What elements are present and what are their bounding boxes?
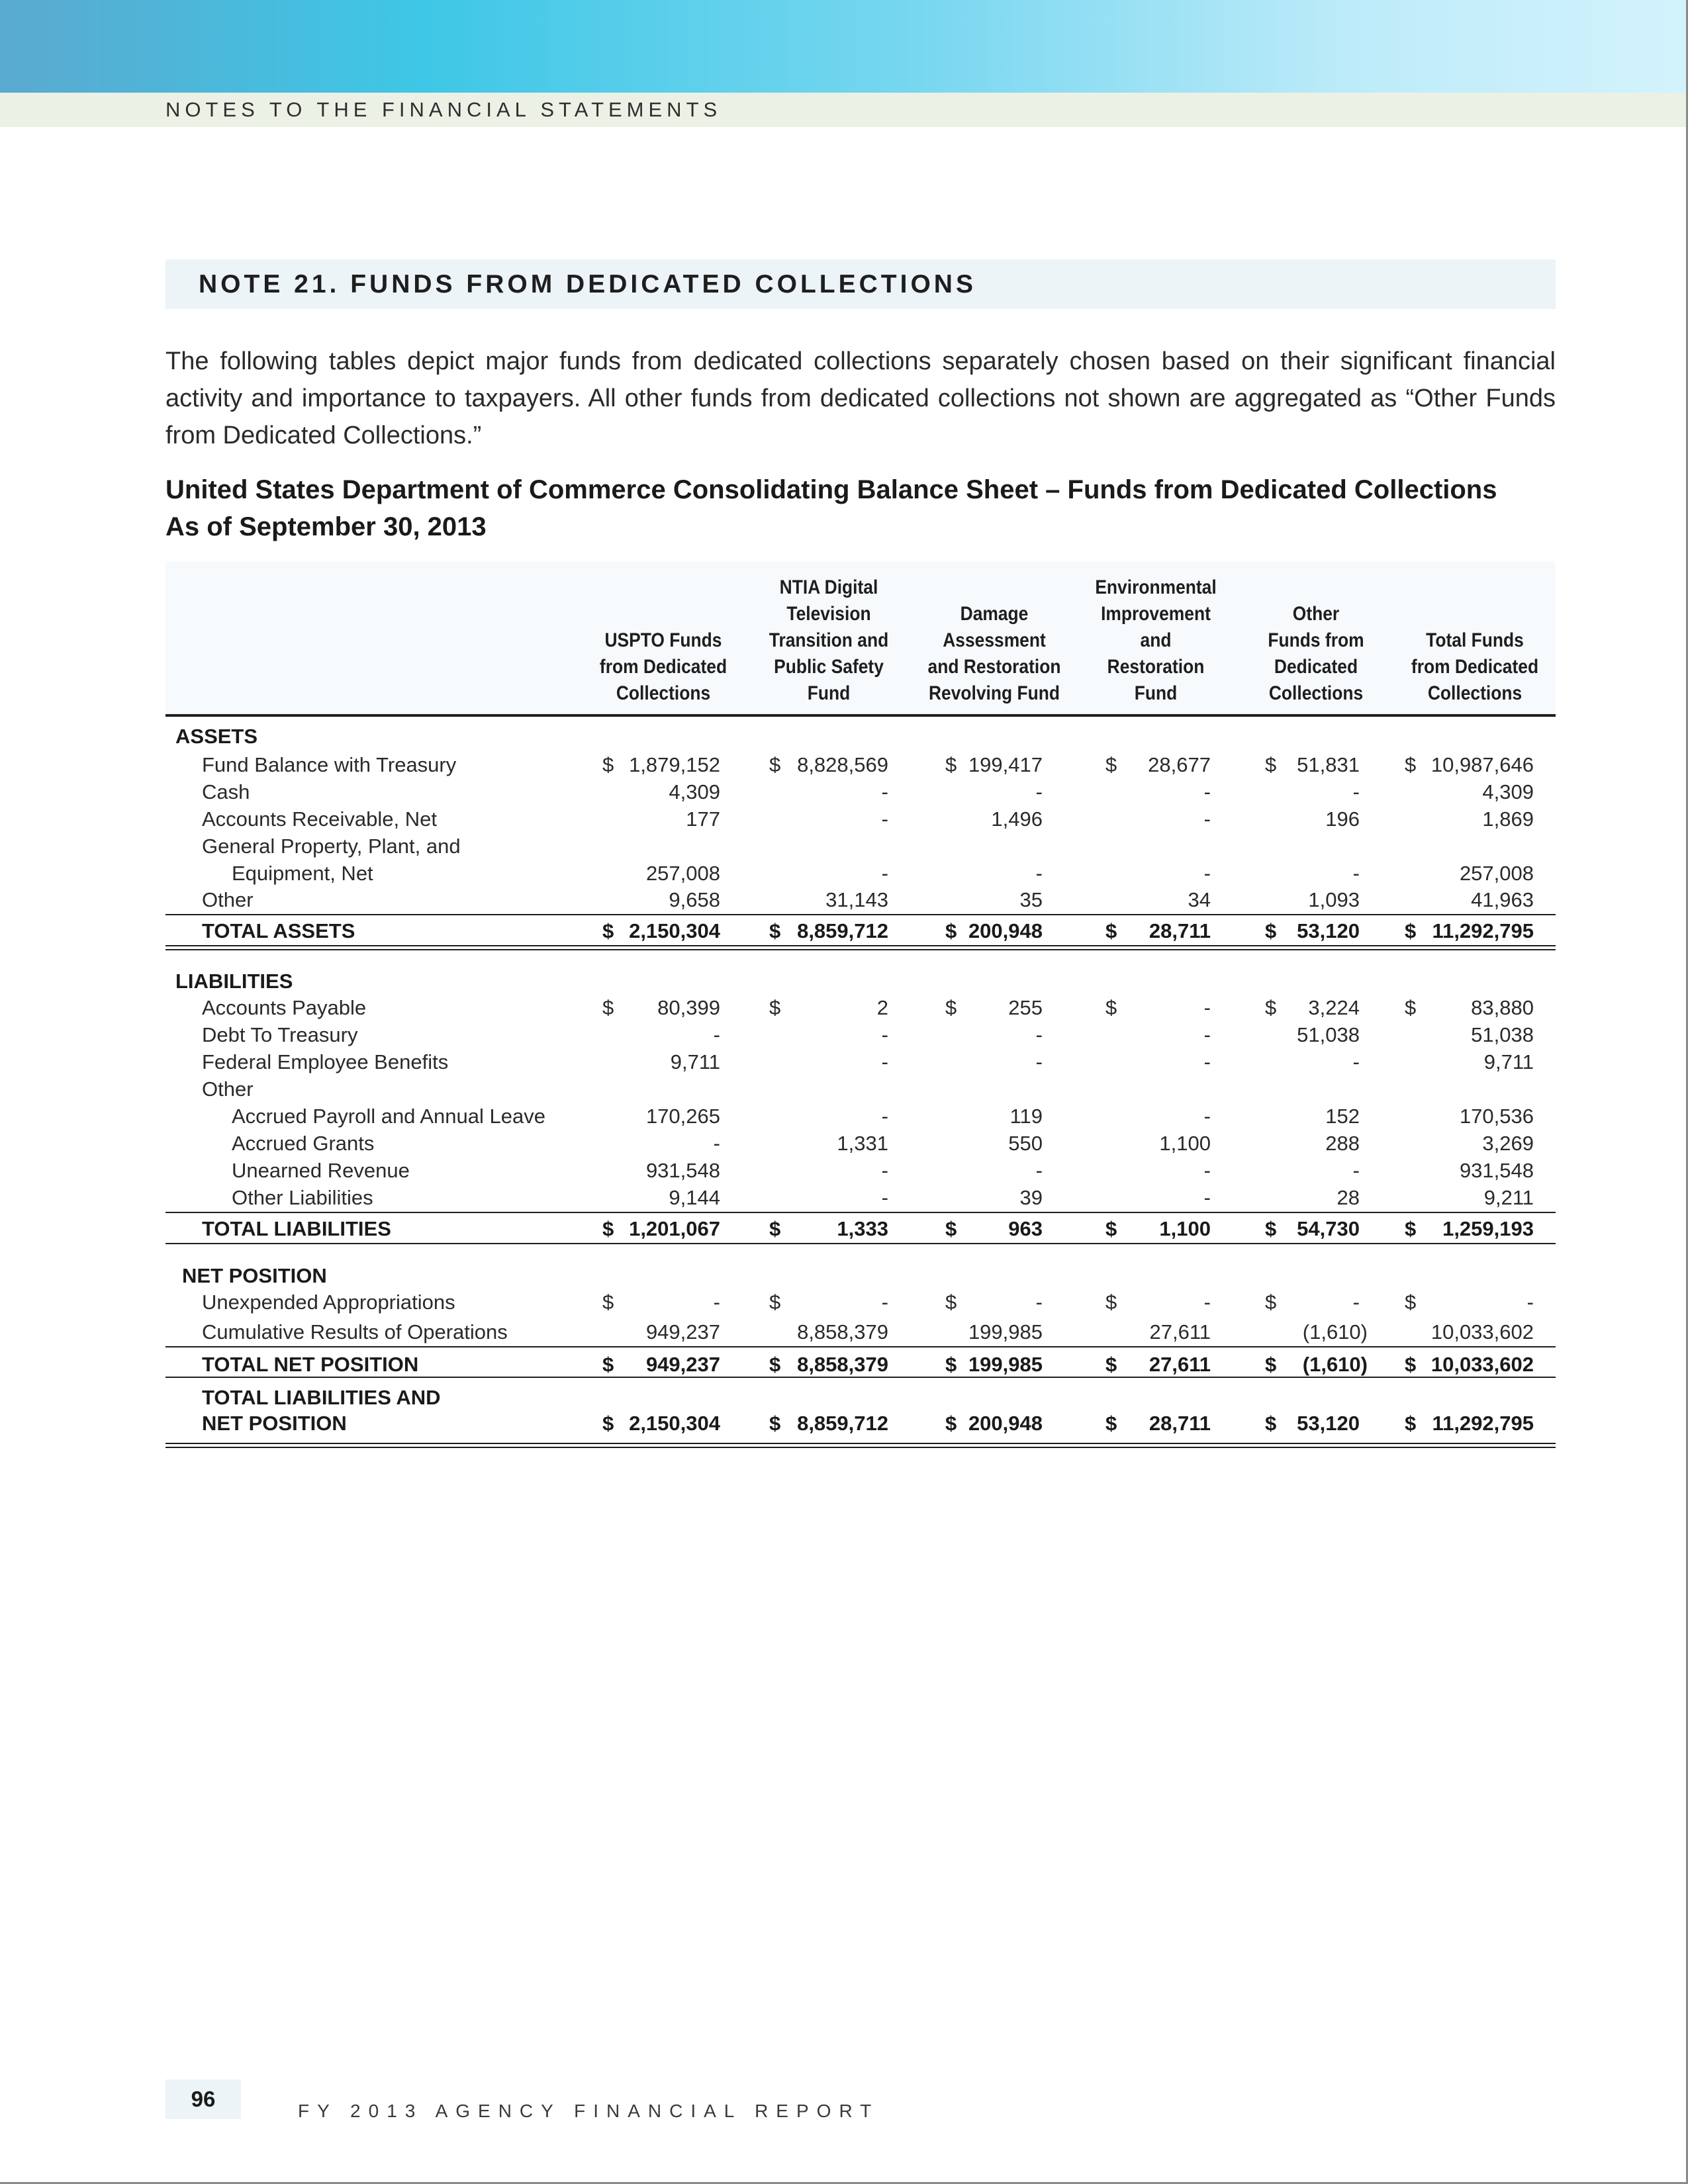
table-cell: 949,237 <box>645 1320 720 1343</box>
table-cell: (1,610) <box>1302 1353 1368 1376</box>
row-label: General Property, Plant, and <box>202 835 461 858</box>
dollar-sign: $ <box>1405 1217 1417 1240</box>
table-cell: - <box>713 1291 720 1314</box>
table-cell: - <box>1203 1159 1211 1182</box>
column-header-line: USPTO Funds <box>604 629 722 651</box>
column-header-line: and Restoration <box>927 656 1061 678</box>
table-cell: 1,496 <box>991 807 1043 831</box>
table-cell: - <box>881 1159 888 1182</box>
table-cell: 10,033,602 <box>1430 1320 1534 1343</box>
table-cell: 1,093 <box>1308 888 1360 911</box>
table-cell: - <box>1526 1291 1534 1314</box>
dollar-sign: $ <box>1105 1353 1117 1376</box>
row-label: TOTAL NET POSITION <box>202 1353 419 1376</box>
column-header-line: Collections <box>1427 682 1523 704</box>
table-cell: - <box>1203 780 1211 803</box>
row-label: NET POSITION <box>202 1412 347 1435</box>
column-header-line: Transition and <box>769 629 889 651</box>
dollar-sign: $ <box>602 1291 614 1314</box>
column-header-line: Total Funds <box>1426 629 1524 651</box>
section-heading: NET POSITION <box>182 1264 327 1287</box>
table-cell: - <box>1203 996 1211 1019</box>
dollar-sign: $ <box>602 1217 614 1240</box>
dollar-sign: $ <box>1105 996 1117 1019</box>
table-cell: - <box>1035 1291 1043 1314</box>
table-cell: 8,858,379 <box>797 1320 888 1343</box>
page-number: 96 <box>191 2087 216 2111</box>
column-header-line: from Dedicated <box>599 656 727 678</box>
table-cell: - <box>713 1023 720 1046</box>
table-cell: - <box>1203 1186 1211 1209</box>
dollar-sign: $ <box>769 1217 781 1240</box>
header-rule <box>165 714 1556 717</box>
column-header-line: Fund <box>1134 682 1178 704</box>
table-cell: 1,333 <box>837 1217 888 1240</box>
column-header-line: Other <box>1292 603 1340 625</box>
table-cell: 3,224 <box>1308 996 1360 1019</box>
dollar-sign: $ <box>1405 919 1417 942</box>
column-header-text <box>1268 601 1364 707</box>
table-cell: 9,711 <box>1483 1050 1534 1073</box>
table-cell: 53,120 <box>1297 1412 1360 1435</box>
table-cell: - <box>1035 1023 1043 1046</box>
row-label: Fund Balance with Treasury <box>202 753 457 776</box>
table-cell: 1,259,193 <box>1442 1217 1534 1240</box>
column-header-line: Improvement <box>1101 603 1211 625</box>
table-cell: 27,611 <box>1149 1353 1211 1376</box>
column-header-line: Damage <box>960 603 1029 625</box>
table-cell: 54,730 <box>1297 1217 1360 1240</box>
table-cell: - <box>881 1186 888 1209</box>
table-cell: 1,879,152 <box>629 753 720 776</box>
column-header-text <box>928 601 1061 707</box>
table-cell: 963 <box>1008 1217 1043 1240</box>
table-cell: - <box>1203 862 1211 885</box>
table-cell: 152 <box>1325 1105 1360 1128</box>
row-label: Unearned Revenue <box>232 1159 410 1182</box>
row-label: Federal Employee Benefits <box>202 1050 449 1073</box>
table-cell: 51,038 <box>1297 1023 1360 1046</box>
column-header <box>759 569 898 707</box>
table-cell: - <box>1035 1159 1043 1182</box>
column-header-line: Funds from <box>1268 629 1364 651</box>
dollar-sign: $ <box>602 919 614 942</box>
row-label: Other <box>202 1077 254 1101</box>
table-cell: - <box>881 862 888 885</box>
table-cell: 1,201,067 <box>629 1217 720 1240</box>
table-cell: - <box>1203 807 1211 831</box>
dollar-sign: $ <box>1405 1291 1417 1314</box>
table-cell: 255 <box>1008 996 1043 1019</box>
dollar-sign: $ <box>602 1412 614 1435</box>
column-header-text <box>769 574 888 707</box>
column-header <box>1086 569 1225 707</box>
column-header-line: and <box>1140 629 1172 651</box>
dollar-sign: $ <box>1405 753 1417 776</box>
column-header <box>593 569 733 707</box>
table-cell: 35 <box>1019 888 1043 911</box>
table-cell: 170,536 <box>1459 1105 1534 1128</box>
total-rule <box>165 1377 1556 1378</box>
table-cell: 8,859,712 <box>797 919 888 942</box>
row-label: Equipment, Net <box>232 862 373 885</box>
dollar-sign: $ <box>1265 1412 1277 1435</box>
table-cell: 10,987,646 <box>1430 753 1534 776</box>
table-cell: 2 <box>876 996 888 1019</box>
table-cell: 200,948 <box>968 919 1043 942</box>
table-title-line-1: United States Department of Commerce Consolidating Balance Sheet – Funds from Dedicated Collections <box>165 475 1497 504</box>
table-cell: 11,292,795 <box>1432 919 1534 942</box>
table-cell: - <box>881 1105 888 1128</box>
row-label: Accounts Receivable, Net <box>202 807 437 831</box>
table-cell: 257,008 <box>1459 862 1534 885</box>
dollar-sign: $ <box>769 996 781 1019</box>
table-cell: 28,711 <box>1149 1412 1211 1435</box>
dollar-sign: $ <box>1265 1353 1277 1376</box>
table-cell: - <box>1035 862 1043 885</box>
dollar-sign: $ <box>945 1291 957 1314</box>
dollar-sign: $ <box>1405 1353 1417 1376</box>
row-label: Other Liabilities <box>232 1186 373 1209</box>
grand-total-rule-top <box>165 1443 1556 1444</box>
subtotal-rule <box>165 914 1556 915</box>
table-cell: 53,120 <box>1297 919 1360 942</box>
dollar-sign: $ <box>602 1353 614 1376</box>
table-cell: 199,417 <box>968 753 1043 776</box>
row-label: Accounts Payable <box>202 996 367 1019</box>
dollar-sign: $ <box>1265 753 1277 776</box>
row-label: Cash <box>202 780 250 803</box>
dollar-sign: $ <box>1405 996 1417 1019</box>
table-cell: 288 <box>1325 1132 1360 1155</box>
dollar-sign: $ <box>1405 1412 1417 1435</box>
row-label: TOTAL LIABILITIES AND <box>202 1386 441 1409</box>
table-cell: 9,711 <box>670 1050 720 1073</box>
dollar-sign: $ <box>769 919 781 942</box>
dollar-sign: $ <box>945 753 957 776</box>
table-cell: 170,265 <box>645 1105 720 1128</box>
table-cell: 39 <box>1019 1186 1043 1209</box>
table-cell: - <box>713 1132 720 1155</box>
column-header-line: Assessment <box>943 629 1046 651</box>
table-cell: - <box>1352 1050 1360 1073</box>
dollar-sign: $ <box>945 919 957 942</box>
intro-paragraph: The following tables depict major funds from dedicated collections separately chosen based on their significant financial activity and importance to taxpayers. All other funds from dedicated collections not shown are aggregated as “Other Funds from Dedicated Collections.” <box>165 347 1556 449</box>
table-cell: 28,711 <box>1149 919 1211 942</box>
table-cell: - <box>881 1050 888 1073</box>
table-cell: 199,985 <box>968 1320 1043 1343</box>
row-label: Debt To Treasury <box>202 1023 358 1046</box>
dollar-sign: $ <box>602 996 614 1019</box>
table-cell: - <box>1203 1105 1211 1128</box>
total-rule-bottom <box>165 949 1556 950</box>
section-heading: ASSETS <box>175 725 258 748</box>
column-header-line: Restoration <box>1107 656 1205 678</box>
table-title <box>165 471 1622 545</box>
dollar-sign: $ <box>769 753 781 776</box>
table-cell: 10,033,602 <box>1430 1353 1534 1376</box>
section-label: NOTES TO THE FINANCIAL STATEMENTS <box>165 98 722 121</box>
dollar-sign: $ <box>1105 1412 1117 1435</box>
table-title-line-2: As of September 30, 2013 <box>165 512 487 541</box>
table-cell: 4,309 <box>1482 780 1534 803</box>
note-title: NOTE 21. FUNDS FROM DEDICATED COLLECTIONS <box>199 270 976 298</box>
dollar-sign: $ <box>945 1353 957 1376</box>
table-cell: 9,658 <box>669 888 720 911</box>
column-header-line: NTIA Digital <box>779 576 878 598</box>
table-cell: 1,100 <box>1159 1217 1211 1240</box>
column-header-line: from Dedicated <box>1411 656 1539 678</box>
table-cell: 931,548 <box>645 1159 720 1182</box>
table-cell: 9,211 <box>1483 1186 1534 1209</box>
table-cell: 28 <box>1336 1186 1360 1209</box>
dollar-sign: $ <box>602 753 614 776</box>
dollar-sign: $ <box>945 1217 957 1240</box>
table-cell: 83,880 <box>1471 996 1534 1019</box>
total-rule <box>165 1243 1556 1244</box>
row-label: TOTAL ASSETS <box>202 919 355 942</box>
table-cell: 550 <box>1008 1132 1043 1155</box>
table-cell: - <box>1203 1050 1211 1073</box>
table-cell: 51,831 <box>1297 753 1360 776</box>
table-cell: 8,858,379 <box>797 1353 888 1376</box>
column-header-text <box>1411 627 1538 707</box>
grand-total-rule-bottom <box>165 1447 1556 1448</box>
table-cell: 8,859,712 <box>797 1412 888 1435</box>
footer-report-label: FY 2013 AGENCY FINANCIAL REPORT <box>298 2101 880 2121</box>
column-header-line: Television <box>786 603 871 625</box>
dollar-sign: $ <box>1105 1291 1117 1314</box>
row-label: Accrued Payroll and Annual Leave <box>232 1105 545 1128</box>
table-cell: 80,399 <box>657 996 720 1019</box>
dollar-sign: $ <box>769 1412 781 1435</box>
column-header-line: Dedicated <box>1274 656 1358 678</box>
table-cell: 1,331 <box>837 1132 888 1155</box>
dollar-sign: $ <box>769 1291 781 1314</box>
table-cell: - <box>881 1023 888 1046</box>
table-cell: - <box>1352 862 1360 885</box>
total-rule-top <box>165 945 1556 946</box>
table-cell: 8,828,569 <box>797 753 888 776</box>
table-cell: 257,008 <box>645 862 720 885</box>
table-cell: 11,292,795 <box>1432 1412 1534 1435</box>
subtotal-rule <box>165 1212 1556 1213</box>
subtotal-rule <box>165 1346 1556 1347</box>
table-cell: 2,150,304 <box>629 1412 720 1435</box>
table-cell: 3,269 <box>1482 1132 1534 1155</box>
section-heading: LIABILITIES <box>175 970 293 993</box>
table-cell: 28,677 <box>1148 753 1211 776</box>
dollar-sign: $ <box>1265 996 1277 1019</box>
column-header <box>924 569 1064 707</box>
table-cell: - <box>1035 780 1043 803</box>
table-cell: 196 <box>1325 807 1360 831</box>
table-cell: - <box>1035 1050 1043 1073</box>
table-cell: 31,143 <box>825 888 888 911</box>
dollar-sign: $ <box>1265 1291 1277 1314</box>
dollar-sign: $ <box>1105 753 1117 776</box>
table-cell: 27,611 <box>1149 1320 1211 1343</box>
column-header-line: Public Safety <box>774 656 884 678</box>
dollar-sign: $ <box>769 1353 781 1376</box>
table-cell: 199,985 <box>968 1353 1043 1376</box>
table-cell: - <box>881 1291 888 1314</box>
table-cell: 2,150,304 <box>629 919 720 942</box>
row-label: Accrued Grants <box>232 1132 375 1155</box>
table-cell: 1,869 <box>1482 807 1534 831</box>
column-header-line: Environmental <box>1095 576 1217 598</box>
table-cell: 51,038 <box>1471 1023 1534 1046</box>
dollar-sign: $ <box>945 996 957 1019</box>
column-header-text <box>1095 574 1216 707</box>
dollar-sign: $ <box>1265 919 1277 942</box>
table-cell: - <box>881 807 888 831</box>
table-cell: - <box>1203 1291 1211 1314</box>
table-cell: - <box>1352 1159 1360 1182</box>
table-cell: 4,309 <box>669 780 720 803</box>
dollar-sign: $ <box>1265 1217 1277 1240</box>
column-header-line: Fund <box>807 682 851 704</box>
row-label: Cumulative Results of Operations <box>202 1320 508 1343</box>
table-cell: 41,963 <box>1471 888 1534 911</box>
column-header-line: Collections <box>616 682 711 704</box>
column-header-line: Revolving Fund <box>928 682 1060 704</box>
table-cell: 949,237 <box>645 1353 720 1376</box>
top-banner <box>0 0 1688 93</box>
table-cell: 177 <box>686 807 720 831</box>
table-cell: 34 <box>1188 888 1211 911</box>
column-header <box>1405 569 1544 707</box>
row-label: TOTAL LIABILITIES <box>202 1217 391 1240</box>
table-cell: 119 <box>1009 1105 1043 1128</box>
table-cell: 931,548 <box>1459 1159 1534 1182</box>
dollar-sign: $ <box>945 1412 957 1435</box>
column-header <box>1246 569 1385 707</box>
table-cell: 1,100 <box>1159 1132 1211 1155</box>
row-label: Other <box>202 888 254 911</box>
table-cell: - <box>1352 780 1360 803</box>
table-cell: 9,144 <box>669 1186 720 1209</box>
table-cell: - <box>1203 1023 1211 1046</box>
table-cell: (1,610) <box>1302 1320 1368 1343</box>
column-header-text <box>600 627 727 707</box>
dollar-sign: $ <box>1105 919 1117 942</box>
dollar-sign: $ <box>1105 1217 1117 1240</box>
row-label: Unexpended Appropriations <box>202 1291 455 1314</box>
table-cell: - <box>881 780 888 803</box>
table-cell: - <box>1352 1291 1360 1314</box>
column-header-line: Collections <box>1268 682 1364 704</box>
table-cell: 200,948 <box>968 1412 1043 1435</box>
